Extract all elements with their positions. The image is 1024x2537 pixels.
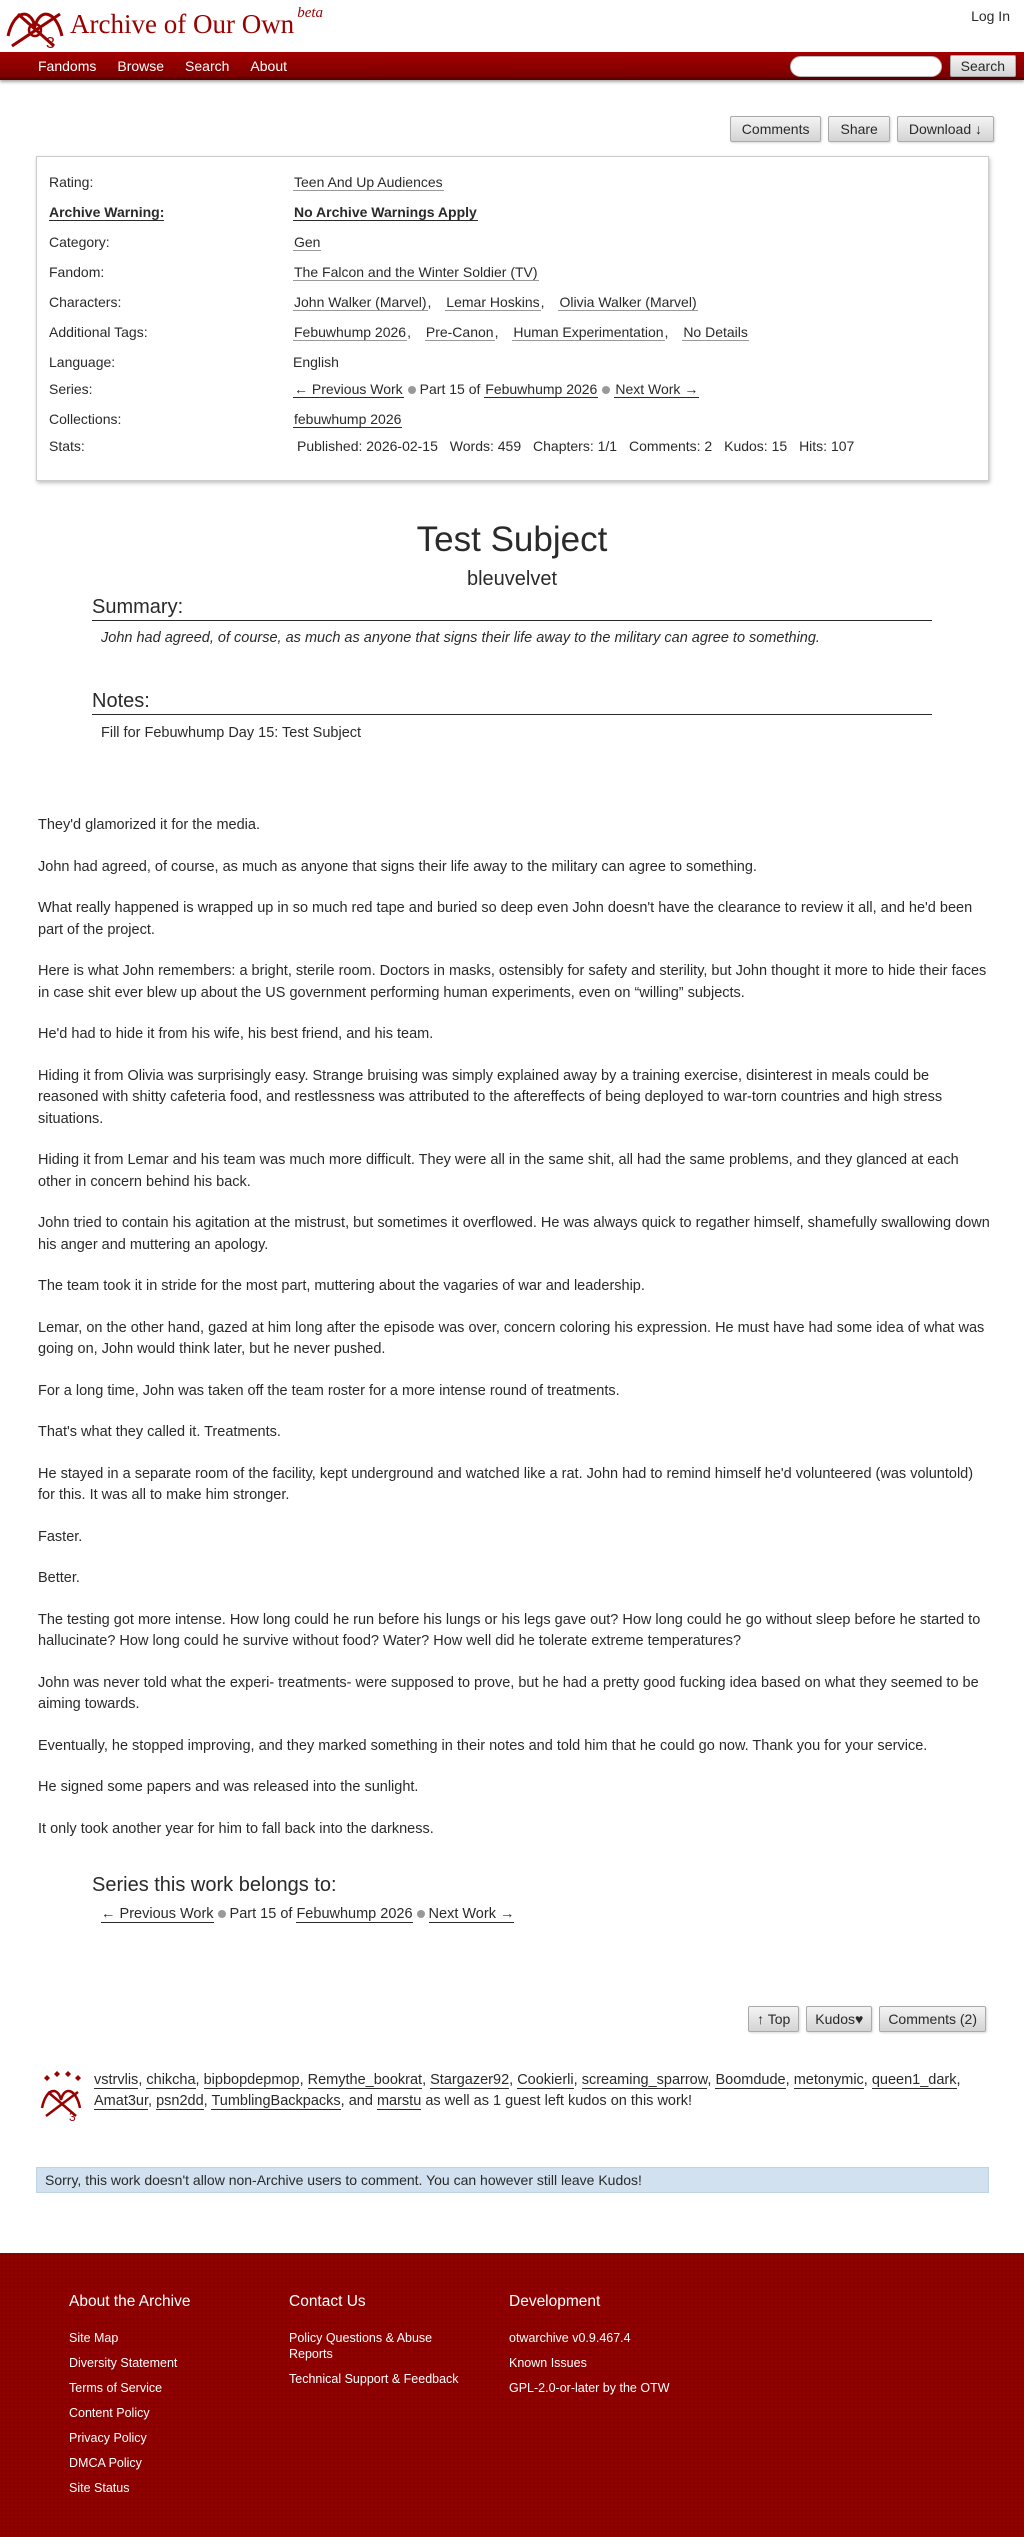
chapter-paragraph: The testing got more intense. How long could he run before his lungs or his legs gave out? How long could he go without sleep before he started to hallucinate? How long could he survive without food? Water? How well did he tolerate extreme temperatures?: [38, 1611, 981, 1649]
chapter-paragraph: He stayed in a separate room of the facility, kept underground and watched like a rat. John had to remind himself he'd volunteered (was voluntold) for this. It was all to make him stronger.: [38, 1465, 974, 1503]
language-label: Language:: [49, 354, 116, 370]
footer-development: [509, 2293, 769, 2405]
footer-link-site-status[interactable]: Site Status: [69, 2481, 130, 2495]
download-button[interactable]: Download ↓: [897, 116, 994, 142]
kudos-user-link[interactable]: psn2dd: [156, 2093, 204, 2109]
kudos-stat: Kudos: 15: [724, 438, 788, 454]
series-navigation: [101, 1906, 514, 1922]
kudos-user-link[interactable]: TumblingBackpacks: [211, 2093, 341, 2109]
separator-dot: [602, 386, 610, 394]
search-button[interactable]: Search: [950, 55, 1016, 77]
footer-link-tos[interactable]: Terms of Service: [69, 2381, 163, 2395]
chapter-paragraph: The team took it in stride for the most part, muttering about the vagaries of war and leadership.: [38, 1278, 645, 1294]
fandom-label: Fandom:: [49, 264, 105, 280]
footer-contact-heading: Contact Us: [289, 2293, 366, 2310]
collection-link[interactable]: febuwhump 2026: [294, 411, 402, 427]
freeform-tag[interactable]: Febuwhump 2026: [294, 324, 407, 340]
kudos-user-link[interactable]: Stargazer92: [430, 2072, 510, 2088]
author-link[interactable]: bleuvelvet: [466, 568, 558, 590]
footer-link-site-map[interactable]: Site Map: [69, 2331, 119, 2345]
site-title: Archive of Our Own $^{beta}$: [70, 5, 324, 39]
kudos-user-link[interactable]: Cookierli: [517, 2072, 574, 2088]
words-stat: Words: 459: [449, 438, 522, 454]
category-label: Category:: [49, 234, 110, 250]
nav-browse[interactable]: Browse: [117, 58, 165, 74]
character-tag[interactable]: Olivia Walker (Marvel): [559, 294, 697, 310]
kudos-and: and: [348, 2093, 373, 2109]
work-meta: Rating: Teen And Up Audiences Archive Warning: No Archive Warnings Apply Category: Gen Fandom: The Falcon and the Winter Soldier (TV) Characters: John Walker (Marvel), Lemar Hoskins, Olivia Walker (Marvel) Additional Tags: Febuwhump 2026, Pre-Canon, Human Experimentation, No Details Language: English Series: ← Previous Work Part 15 of Febuwhump 2026 Next Work → Collections: febuwhump 2026 Stats: Published: 2026-02-15 Words: 459 Chapters: 1/1 Comments: 2 Kudos: 15 Hits: 107: [36, 156, 989, 481]
character-tag[interactable]: John Walker (Marvel): [294, 294, 427, 310]
kudos-icon: [38, 2070, 84, 2122]
nav-about[interactable]: About: [250, 58, 287, 74]
chapter-paragraph: Lemar, on the other hand, gazed at him long after the episode was over, concern coloring his expression. He must have had some idea of what was going on, John would think later, but he never pushed.: [38, 1319, 985, 1357]
series-part: Part 15 of: [419, 381, 481, 397]
footer-link-license[interactable]: GPL-2.0-or-later: [509, 2381, 600, 2395]
chapter-paragraph: Hiding it from Lemar and his team was much more difficult. They were all in the same shit, all had the same problems, and they glanced at each other in concern behind his back.: [38, 1152, 959, 1190]
previous-work-link[interactable]: ← Previous Work: [294, 381, 403, 397]
published-stat: Published: 2026-02-15: [297, 438, 438, 454]
series-link[interactable]: Febuwhump 2026: [485, 381, 598, 397]
kudos-user-link[interactable]: Amat3ur: [94, 2093, 148, 2109]
work-title: Test Subject: [416, 520, 608, 559]
chapter-paragraph: Hiding it from Olivia was surprisingly easy. Strange bruising was simply explained away by a training exercise, disinterest in meals could be reasoned with shitty cafeteria food, and restlessness was attributed to the aftereffects of being deployed to war-torn countries and high stress situations.: [38, 1067, 943, 1127]
footer-dev-heading: Development: [509, 2293, 601, 2310]
footer-link-privacy[interactable]: Privacy Policy: [69, 2431, 147, 2445]
chapters-stat: Chapters: 1/1: [533, 438, 618, 454]
footer-link-dmca[interactable]: DMCA Policy: [69, 2456, 142, 2470]
summary-text: John had agreed, of course, as much as anyone that signs their life away to the military can agree to something.: [101, 630, 820, 646]
site-footer: [0, 2253, 1024, 2537]
license-by: by the: [602, 2381, 637, 2395]
footer-link-support[interactable]: Technical Support & Feedback: [289, 2372, 459, 2386]
footer-about-heading: About the Archive: [69, 2293, 191, 2310]
kudos-user-link[interactable]: queen1_dark: [871, 2072, 957, 2088]
next-work-link[interactable]: Next Work →: [428, 1906, 515, 1922]
summary-heading: Summary:: [92, 596, 932, 621]
footer-link-version[interactable]: otwarchive v0.9.467.4: [509, 2331, 631, 2345]
comments-button[interactable]: Comments: [730, 116, 822, 142]
footer-link-otw[interactable]: OTW: [640, 2381, 670, 2395]
chapter-paragraph: Eventually, he stopped improving, and they marked something in their notes and told him that he could go now. Thank you for your service.: [38, 1737, 928, 1754]
chapter-paragraph: John had agreed, of course, as much as anyone that signs their life away to the military can agree to something.: [38, 858, 757, 875]
footer-about: [69, 2293, 269, 2505]
footer-link-diversity[interactable]: Diversity Statement: [69, 2356, 178, 2370]
kudos-user-link[interactable]: vstrvlis: [94, 2072, 139, 2088]
nav-search[interactable]: Search: [185, 58, 230, 74]
notes-text: Fill for Febuwhump Day 15: Test Subject: [101, 725, 362, 741]
stats-label: Stats:: [49, 438, 85, 454]
separator-dot: [417, 1910, 425, 1918]
hits-stat: Hits: 107: [799, 438, 855, 454]
top-button[interactable]: ↑ Top: [748, 2006, 799, 2032]
chapter-paragraph: They'd glamorized it for the media.: [38, 817, 260, 833]
rating-label: Rating:: [49, 174, 94, 190]
footer-link-known-issues[interactable]: Known Issues: [509, 2356, 587, 2370]
ao3-logo-icon: [4, 2, 66, 50]
chapter-paragraph: He'd had to hide it from his wife, his best friend, and his team.: [38, 1026, 434, 1042]
primary-navigation: [0, 52, 1024, 80]
svg-text:3: 3: [69, 2110, 76, 2122]
freeform-tag[interactable]: Human Experimentation: [513, 324, 664, 340]
feedback-actions: [748, 2006, 986, 2032]
chapter-paragraph: Faster.: [38, 1528, 83, 1545]
comment-notice: Sorry, this work doesn't allow non-Archive users to comment. You can however still leave Kudos!: [36, 2167, 989, 2193]
work-actions: [730, 116, 994, 142]
beta-label: beta: [297, 5, 324, 21]
share-button[interactable]: Share: [828, 116, 889, 142]
next-work-link[interactable]: Next Work →: [615, 381, 699, 397]
site-header: [0, 0, 1024, 52]
kudos-list: [38, 2070, 993, 2122]
footer-contact: [289, 2293, 489, 2396]
kudos-user-link[interactable]: screaming_sparrow: [581, 2072, 708, 2088]
language-value: English: [293, 354, 339, 370]
warning-label[interactable]: Archive Warning:: [49, 204, 165, 220]
stats: [297, 438, 862, 454]
search-form: [790, 55, 1016, 77]
tags-label: Additional Tags:: [49, 324, 148, 340]
previous-work-link[interactable]: ← Previous Work: [101, 1906, 214, 1922]
chapter-paragraph: What really happened is wrapped up in so much red tape and buried so deep even John doesn't have the clearance to review it all, and he'd been part of the project.: [38, 900, 973, 938]
chapter-text: [38, 815, 993, 1860]
separator-dot: [218, 1910, 226, 1918]
kudos-user-link[interactable]: bipbopdepmop: [203, 2072, 300, 2088]
series-link[interactable]: Febuwhump 2026: [296, 1906, 413, 1922]
comments-button[interactable]: Comments (2): [879, 2006, 986, 2032]
fandom-tag[interactable]: The Falcon and the Winter Soldier (TV): [294, 264, 538, 280]
series-part: Part 15 of: [229, 1906, 293, 1922]
chapter-paragraph: That's what they called it. Treatments.: [38, 1424, 281, 1440]
footer-link-content-policy[interactable]: Content Policy: [69, 2406, 150, 2420]
chapter-paragraph: He signed some papers and was released into the sunlight.: [38, 1779, 419, 1795]
nav-fandoms[interactable]: Fandoms: [38, 58, 97, 74]
kudos-user-link[interactable]: Remythe_bookrat: [307, 2072, 423, 2088]
chapter-paragraph: It only took another year for him to fall back into the darkness.: [38, 1820, 434, 1837]
notes-heading: Notes:: [92, 690, 932, 715]
character-tag[interactable]: Lemar Hoskins: [446, 294, 540, 310]
characters-label: Characters:: [49, 294, 122, 310]
search-input[interactable]: [790, 56, 942, 77]
series-label: Series:: [49, 381, 93, 397]
category-tag[interactable]: Gen: [294, 234, 321, 250]
home-logo-link[interactable]: [4, 2, 323, 50]
series-heading: Series this work belongs to:: [92, 1874, 337, 1896]
rating-tag[interactable]: Teen And Up Audiences: [294, 174, 443, 190]
separator-dot: [408, 386, 416, 394]
kudos-button[interactable]: Kudos♥: [806, 2006, 872, 2032]
freeform-tag[interactable]: Pre-Canon: [425, 324, 494, 340]
kudos-text: vstrvlis, chikcha, bipbopdepmop, Remythe_bookrat, Stargazer92, Cookierli, screaming_sparrow, Boomdude, metonymic, queen1_dark, Amat3ur, psn2dd, TumblingBackpacks, and marstu as well as 1 guest left kudos on this work!: [94, 2072, 961, 2109]
kudos-user-link[interactable]: chikcha: [146, 2072, 196, 2088]
chapter-paragraph: Here is what John remembers: a bright, sterile room. Doctors in masks, ostensibly for safety and sterility, but John thought it more to hide their faces in case shit ever blew up about the US government performing human experiments, even on “willing” subjects.: [38, 963, 987, 1001]
footer-link-policy-questions[interactable]: Policy Questions & Abuse Reports: [289, 2331, 433, 2361]
login-link[interactable]: Log In: [971, 8, 1010, 24]
svg-text:3: 3: [46, 35, 55, 50]
kudos-suffix: as well as 1 guest left kudos on this work!: [425, 2093, 693, 2109]
kudos-user-link[interactable]: metonymic: [793, 2072, 864, 2088]
freeform-tag[interactable]: No Details: [683, 324, 748, 340]
chapter-paragraph: John tried to contain his agitation at the mistrust, but sometimes it overflowed. He was always quick to regather himself, shamefully swallowing down his anger and muttering an apology.: [38, 1215, 990, 1253]
chapter-paragraph: Better.: [38, 1570, 80, 1586]
collections-label: Collections:: [49, 411, 122, 427]
kudos-user-link[interactable]: marstu: [376, 2093, 422, 2109]
chapter-paragraph: John was never told what the experi- treatments- were supposed to prove, but he had a pretty good fucking idea based on what they seemed to be aiming towards.: [38, 1674, 979, 1712]
warning-tag[interactable]: No Archive Warnings Apply: [294, 204, 477, 220]
chapter-paragraph: For a long time, John was taken off the team roster for a more intense round of treatments.: [38, 1382, 620, 1399]
kudos-user-link[interactable]: Boomdude: [715, 2072, 786, 2088]
comments-stat: Comments: 2: [628, 438, 713, 454]
